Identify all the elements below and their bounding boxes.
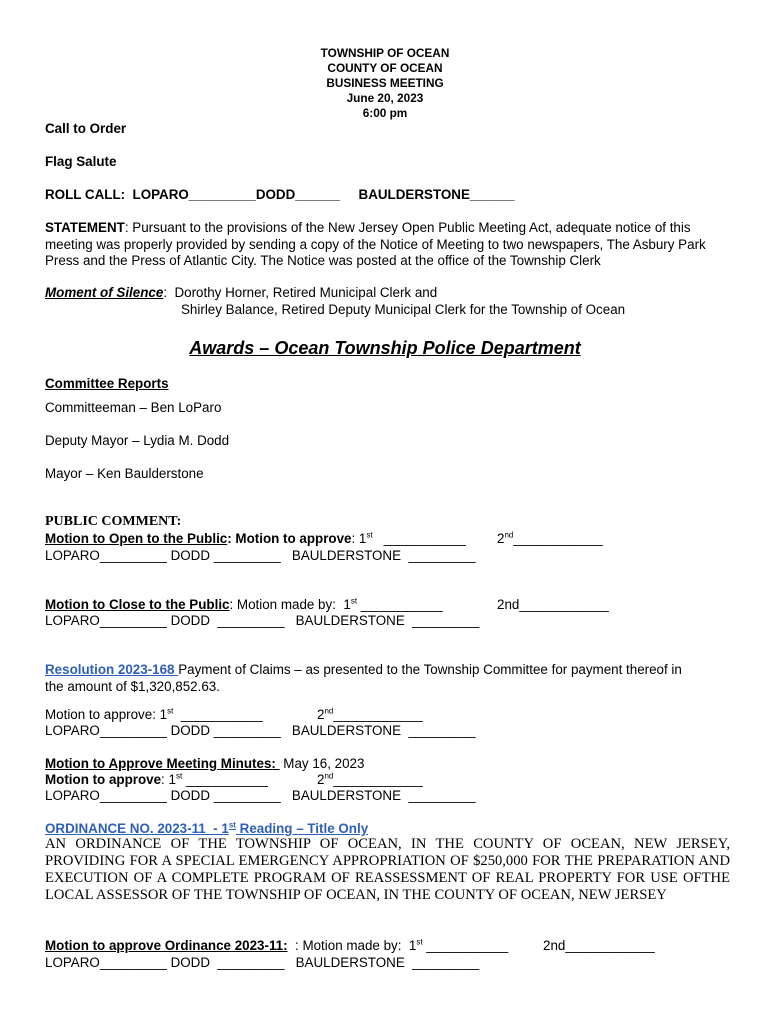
moment-of-silence-line2: Shirley Balance, Retired Deputy Municipal Clerk for the Township of Ocean xyxy=(181,302,626,317)
resolution-second-blank: ____________ xyxy=(333,707,423,722)
moment-of-silence-label: Moment of Silence xyxy=(45,285,164,300)
vote-line: LOPARO_________ DODD _________ BAULDERSTONE _________ xyxy=(45,613,480,628)
statement-label: STATEMENT xyxy=(45,220,125,235)
motion-close-label: Motion to Close to the Public xyxy=(45,597,230,612)
header-township: TOWNSHIP OF OCEAN xyxy=(320,46,450,60)
flag-salute: Flag Salute xyxy=(45,154,117,169)
vote-line: LOPARO_________ DODD _________ BAULDERSTONE _________ xyxy=(45,548,476,563)
committee-reports-heading: Committee Reports xyxy=(45,376,169,391)
motion-open-first-blank: ___________ xyxy=(372,531,466,546)
ordinance-motion xyxy=(45,938,508,954)
ordinance-motion-blank: ___________ xyxy=(422,938,509,953)
motion-close-text: : Motion made by: 1 xyxy=(229,597,351,612)
ordinance-motion-text: : Motion made by: 1 xyxy=(287,938,417,953)
motion-open-mid: : Motion to approve xyxy=(227,531,352,546)
committee-report-item: Mayor – Ken Baulderstone xyxy=(45,466,204,481)
statement-paragraph xyxy=(45,220,735,270)
resolution-second-num: 2 xyxy=(317,707,325,722)
moment-of-silence-line1: : Dorothy Horner, Retired Municipal Clerk and xyxy=(163,285,438,300)
resolution-motion-blank: ___________ xyxy=(173,707,263,722)
public-comment-heading: PUBLIC COMMENT: xyxy=(45,514,182,529)
minutes-label: Motion to Approve Meeting Minutes: xyxy=(45,756,280,771)
header-time: 6:00 pm xyxy=(362,106,408,120)
ordinance-link-a[interactable]: ORDINANCE NO. 2023-11 - 1 xyxy=(45,821,229,836)
ordinance-title: AN ORDINANCE OF THE TOWNSHIP OF OCEAN, IN THE COUNTY OF OCEAN, NEW JERSEY, PROVIDING FOR A SPECIAL EMERGENCY APPROPRIATION OF $250,000 FOR THE PREPARATION AND EXECUTION OF A COMPLETE PROGRAM OF REASSESSMENT OF REAL PROPERTY FOR USE OFTHE LOCAL ASSESSOR OF THE TOWNSHIP OF OCEAN, IN THE COUNTY OF OCEAN, NEW JERSEY xyxy=(45,836,730,903)
committee-report-item: Committeeman – Ben LoParo xyxy=(45,400,222,415)
header-date: June 20, 2023 xyxy=(346,91,424,105)
motion-open-second-num: 2 xyxy=(497,531,505,546)
ordinance-second: 2nd____________ xyxy=(543,938,655,953)
resolution-amount: the amount of $1,320,852.63. xyxy=(45,679,220,694)
vote-line: LOPARO_________ DODD _________ BAULDERSTONE _________ xyxy=(45,788,476,803)
motion-open-label: Motion to Open to the Public xyxy=(45,531,228,546)
resolution-second xyxy=(317,707,423,723)
motion-open-first: : 1 xyxy=(351,531,367,546)
motion-close-public xyxy=(45,597,443,613)
resolution-second-sup: nd xyxy=(324,706,334,716)
resolution-motion-sup: st xyxy=(167,706,174,716)
resolution-text: Payment of Claims – as presented to the Township Committee for payment thereof in xyxy=(178,662,682,677)
statement-text: : Pursuant to the provisions of the New Jersey Open Public Meeting Act, adequate notice of this meeting was properly provided by sending a copy of the Notice of Meeting to two newspapers, The Asbury Park Press and the Press of Atlantic City. The Notice was posted at the office of the Township Clerk xyxy=(45,220,706,268)
minutes-second-num: 2 xyxy=(317,772,325,787)
header-county: COUNTY OF OCEAN xyxy=(327,61,443,75)
ordinance-heading xyxy=(45,821,368,837)
motion-close-sup: st xyxy=(350,596,358,606)
minutes-line xyxy=(45,756,364,772)
motion-close-blank: ___________ xyxy=(357,597,443,612)
call-to-order: Call to Order xyxy=(45,121,127,136)
minutes-motion-label: Motion to approve xyxy=(45,772,162,787)
ordinance-motion-label: Motion to approve Ordinance 2023-11: xyxy=(45,938,288,953)
resolution-motion-text: Motion to approve: 1 xyxy=(45,707,168,722)
committee-report-item: Deputy Mayor – Lydia M. Dodd xyxy=(45,433,230,448)
minutes-motion xyxy=(45,772,268,788)
minutes-second xyxy=(317,772,423,788)
roll-call: ROLL CALL: LOPARO_________DODD______ BAULDERSTONE______ xyxy=(45,187,515,202)
resolution-motion xyxy=(45,707,263,723)
vote-line: LOPARO_________ DODD _________ BAULDERSTONE _________ xyxy=(45,723,476,738)
resolution-line xyxy=(45,662,682,678)
ordinance-link-b[interactable]: Reading – Title Only xyxy=(235,821,369,836)
motion-open-second xyxy=(497,531,603,547)
header-meeting-type: BUSINESS MEETING xyxy=(326,76,444,90)
motion-open-first-sup: st xyxy=(366,530,373,540)
vote-line: LOPARO_________ DODD _________ BAULDERSTONE _________ xyxy=(45,955,480,970)
motion-close-second: 2nd____________ xyxy=(497,597,609,612)
motion-open-second-blank: ____________ xyxy=(513,531,603,546)
minutes-second-sup: nd xyxy=(324,771,334,781)
ordinance-motion-sup: st xyxy=(416,937,423,947)
minutes-motion-sup: st xyxy=(175,771,183,781)
resolution-link[interactable]: Resolution 2023-168 xyxy=(45,662,179,677)
motion-open-public xyxy=(45,531,466,547)
moment-of-silence xyxy=(45,285,437,301)
motion-open-second-sup: nd xyxy=(504,530,514,540)
ordinance-heading-sup[interactable]: st xyxy=(228,820,236,830)
awards-heading: Awards – Ocean Township Police Department xyxy=(189,338,581,358)
minutes-motion-blank: ___________ xyxy=(182,772,268,787)
minutes-date: May 16, 2023 xyxy=(279,756,365,771)
minutes-motion-text: : 1 xyxy=(161,772,176,787)
minutes-second-blank: ____________ xyxy=(333,772,423,787)
